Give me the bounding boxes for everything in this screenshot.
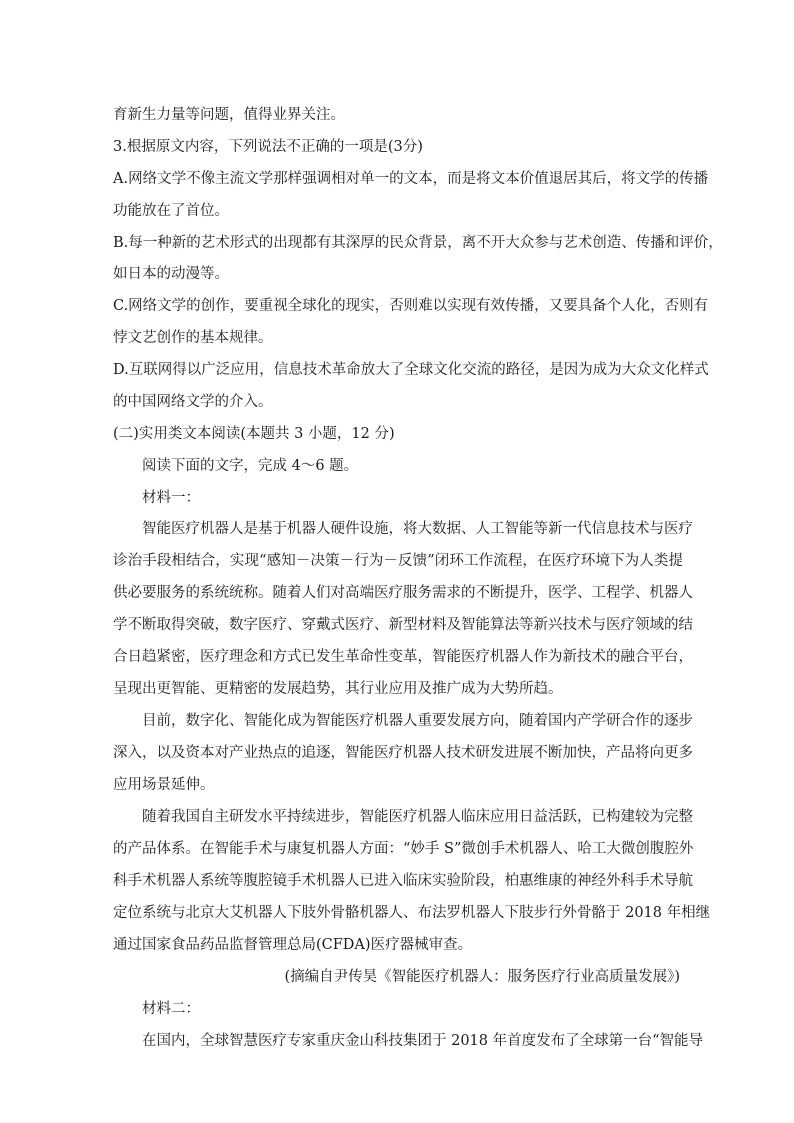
paragraph-line: 在国内，全球智慧医疗专家重庆金山科技集团于 2018 年首度发布了全球第一台“智能导 bbox=[142, 1033, 704, 1049]
paragraph-line: 诊治手段相结合，实现“感知－决策－行为－反馈”闭环工作流程，在医疗环境下为人类提 bbox=[113, 553, 683, 569]
option-d-line: 的中国网络文学的介入。 bbox=[113, 394, 273, 410]
paragraph-line: 供必要服务的系统统称。随着人们对高端医疗服务需求的不断提升，医学、工程学、机器人 bbox=[113, 585, 693, 601]
instruction-text: 阅读下面的文字，完成 4～6 题。 bbox=[142, 458, 359, 474]
paragraph-line: 深入，以及资本对产业热点的追逐，智能医疗机器人技术研发进展不断加快，产品将向更多 bbox=[113, 745, 693, 761]
paragraph-line: 应用场景延伸。 bbox=[113, 777, 215, 793]
option-c-line: 悖文艺创作的基本规律。 bbox=[113, 330, 273, 346]
paragraph-line: 的产品体系。在智能手术与康复机器人方面：“妙手 S”微创手术机器人、哈工大微创腹腔外 bbox=[113, 841, 694, 857]
option-b-line: 如日本的动漫等。 bbox=[113, 266, 229, 282]
material-1-label: 材料一： bbox=[142, 490, 200, 506]
option-c-line: C.网络文学的创作，要重视全球化的现实，否则难以实现有效传播，又要具备个人化，否则有 bbox=[113, 298, 709, 314]
option-b-line: B.每一种新的艺术形式的出现都有其深厚的民众背景，离不开大众参与艺术创造、传播和评价， bbox=[113, 235, 723, 251]
paragraph-line: 通过国家食品药品监督管理总局(CFDA)医疗器械审查。 bbox=[113, 937, 473, 953]
section-heading: (二)实用类文本阅读(本题共 3 小题，12 分) bbox=[113, 426, 395, 442]
source-citation: (摘编自尹传昊《智能医疗机器人：服务医疗行业高质量发展》) bbox=[284, 969, 680, 985]
option-a-line: A.网络文学不像主流文学那样强调相对单一的文本，而是将文本价值退居其后，将文学的传播 bbox=[113, 171, 709, 187]
paragraph-line: 呈现出更智能、更精密的发展趋势，其行业应用及推广成为大势所趋。 bbox=[113, 681, 563, 697]
paragraph-line: 学不断取得突破，数字医疗、穿戴式医疗、新型材料及智能算法等新兴技术与医疗领域的结 bbox=[113, 617, 693, 633]
option-a-line: 功能放在了首位。 bbox=[113, 203, 229, 219]
paragraph-line: 定位系统与北京大艾机器人下肢外骨骼机器人、布法罗机器人下肢步行外骨骼于 2018 年相继 bbox=[113, 905, 711, 921]
question-3-stem: 3.根据原文内容，下列说法不正确的一项是(3分) bbox=[113, 139, 423, 155]
paragraph-line: 智能医疗机器人是基于机器人硬件设施，将大数据、人工智能等新一代信息技术与医疗 bbox=[142, 521, 693, 537]
paragraph-line: 科手术机器人系统等腹腔镜手术机器人已进入临床实验阶段，柏惠维康的神经外科手术导航 bbox=[113, 873, 693, 889]
paragraph-line: 合日趋紧密，医疗理念和方式已发生革命性变革，智能医疗机器人作为新技术的融合平台， bbox=[113, 649, 693, 665]
material-2-label: 材料二： bbox=[142, 1001, 200, 1017]
text-line: 育新生力量等问题，值得业界关注。 bbox=[113, 107, 345, 123]
paragraph-line: 目前，数字化、智能化成为智能医疗机器人重要发展方向，随着国内产学研合作的逐步 bbox=[142, 713, 693, 729]
option-d-line: D.互联网得以广泛应用，信息技术革命放大了全球文化交流的路径，是因为成为大众文化样式 bbox=[113, 362, 709, 378]
paragraph-line: 随着我国自主研发水平持续进步，智能医疗机器人临床应用日益活跃，已构建较为完整 bbox=[142, 809, 693, 825]
